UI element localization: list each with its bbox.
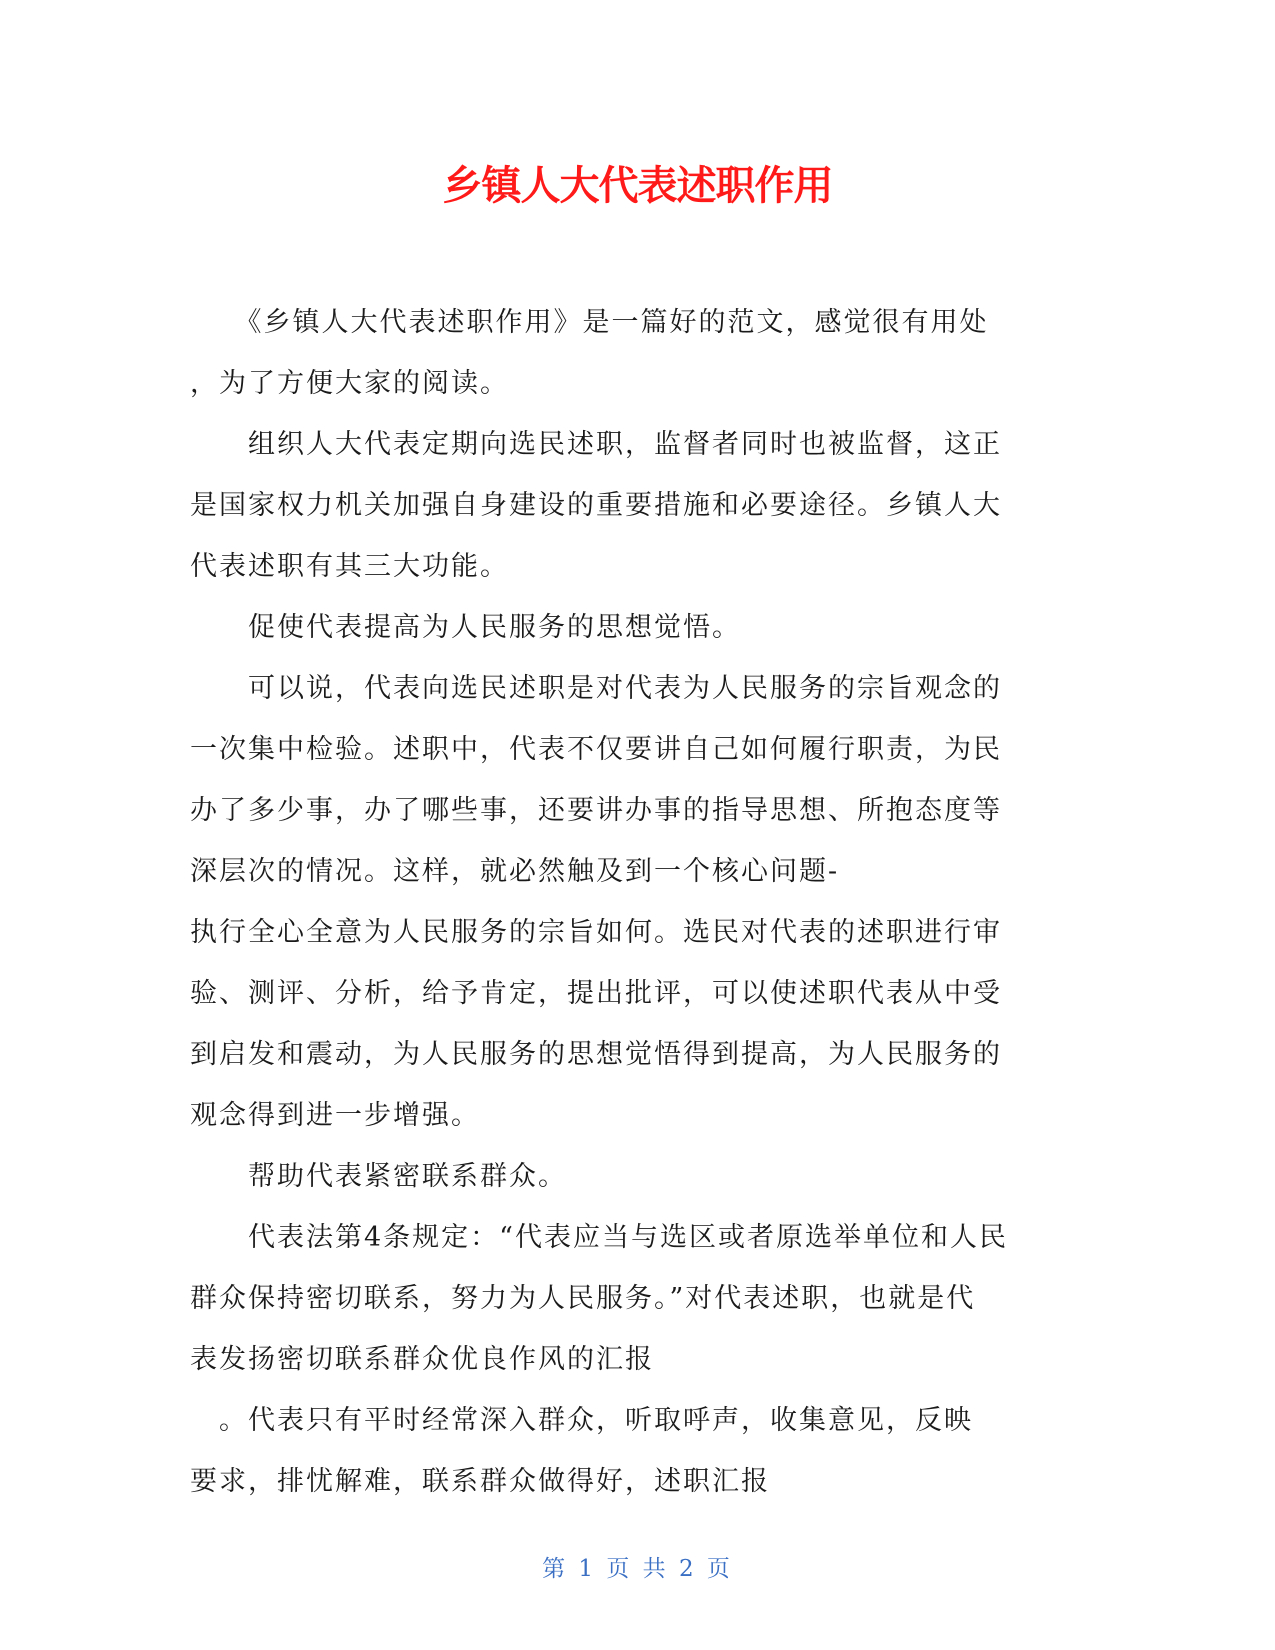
document-body	[190, 292, 1080, 1512]
body-line: 执行全心全意为人民服务的宗旨如何。选民对代表的述职进行审	[190, 917, 1002, 948]
body-line: 要求，排忧解难，联系群众做得好，述职汇报	[190, 1466, 770, 1497]
body-line: 群众保持密切联系，努力为人民服务。”对代表述职，也就是代	[190, 1283, 976, 1314]
body-line: 是国家权力机关加强自身建设的重要措施和必要途径。乡镇人大	[190, 490, 1002, 521]
body-line: 《乡镇人大代表述职作用》是一篇好的范文，感觉很有用处	[190, 307, 989, 338]
body-line: 观念得到进一步增强。	[190, 1100, 480, 1131]
body-line: 到启发和震动，为人民服务的思想觉悟得到提高，为人民服务的	[190, 1039, 1002, 1070]
document-title: 乡镇人大代表述职作用	[442, 163, 833, 209]
body-line: 可以说，代表向选民述职是对代表为人民服务的宗旨观念的	[190, 673, 1002, 704]
page-number: 第 1 页 共 2 页	[542, 1556, 733, 1582]
body-line: 。代表只有平时经常深入群众，听取呼声，收集意见，反映	[190, 1405, 973, 1436]
body-line: 办了多少事，办了哪些事，还要讲办事的指导思想、所抱态度等	[190, 795, 1002, 826]
body-line: ，为了方便大家的阅读。	[190, 368, 509, 399]
page-footer	[0, 1550, 1275, 1583]
body-line: 一次集中检验。述职中，代表不仅要讲自己如何履行职责，为民	[190, 734, 1002, 765]
body-line: 验、测评、分析，给予肯定，提出批评，可以使述职代表从中受	[190, 978, 1002, 1009]
body-line: 代表述职有其三大功能。	[190, 551, 509, 582]
body-line: 表发扬密切联系群众优良作风的汇报	[190, 1344, 654, 1375]
body-line: 促使代表提高为人民服务的思想觉悟。	[190, 612, 741, 643]
body-line: 代表法第4条规定：“代表应当与选区或者原选举单位和人民	[190, 1222, 1008, 1253]
body-line: 深层次的情况。这样，就必然触及到一个核心问题-	[190, 856, 840, 887]
body-line: 帮助代表紧密联系群众。	[190, 1161, 567, 1192]
body-line: 组织人大代表定期向选民述职，监督者同时也被监督，这正	[190, 429, 1002, 460]
